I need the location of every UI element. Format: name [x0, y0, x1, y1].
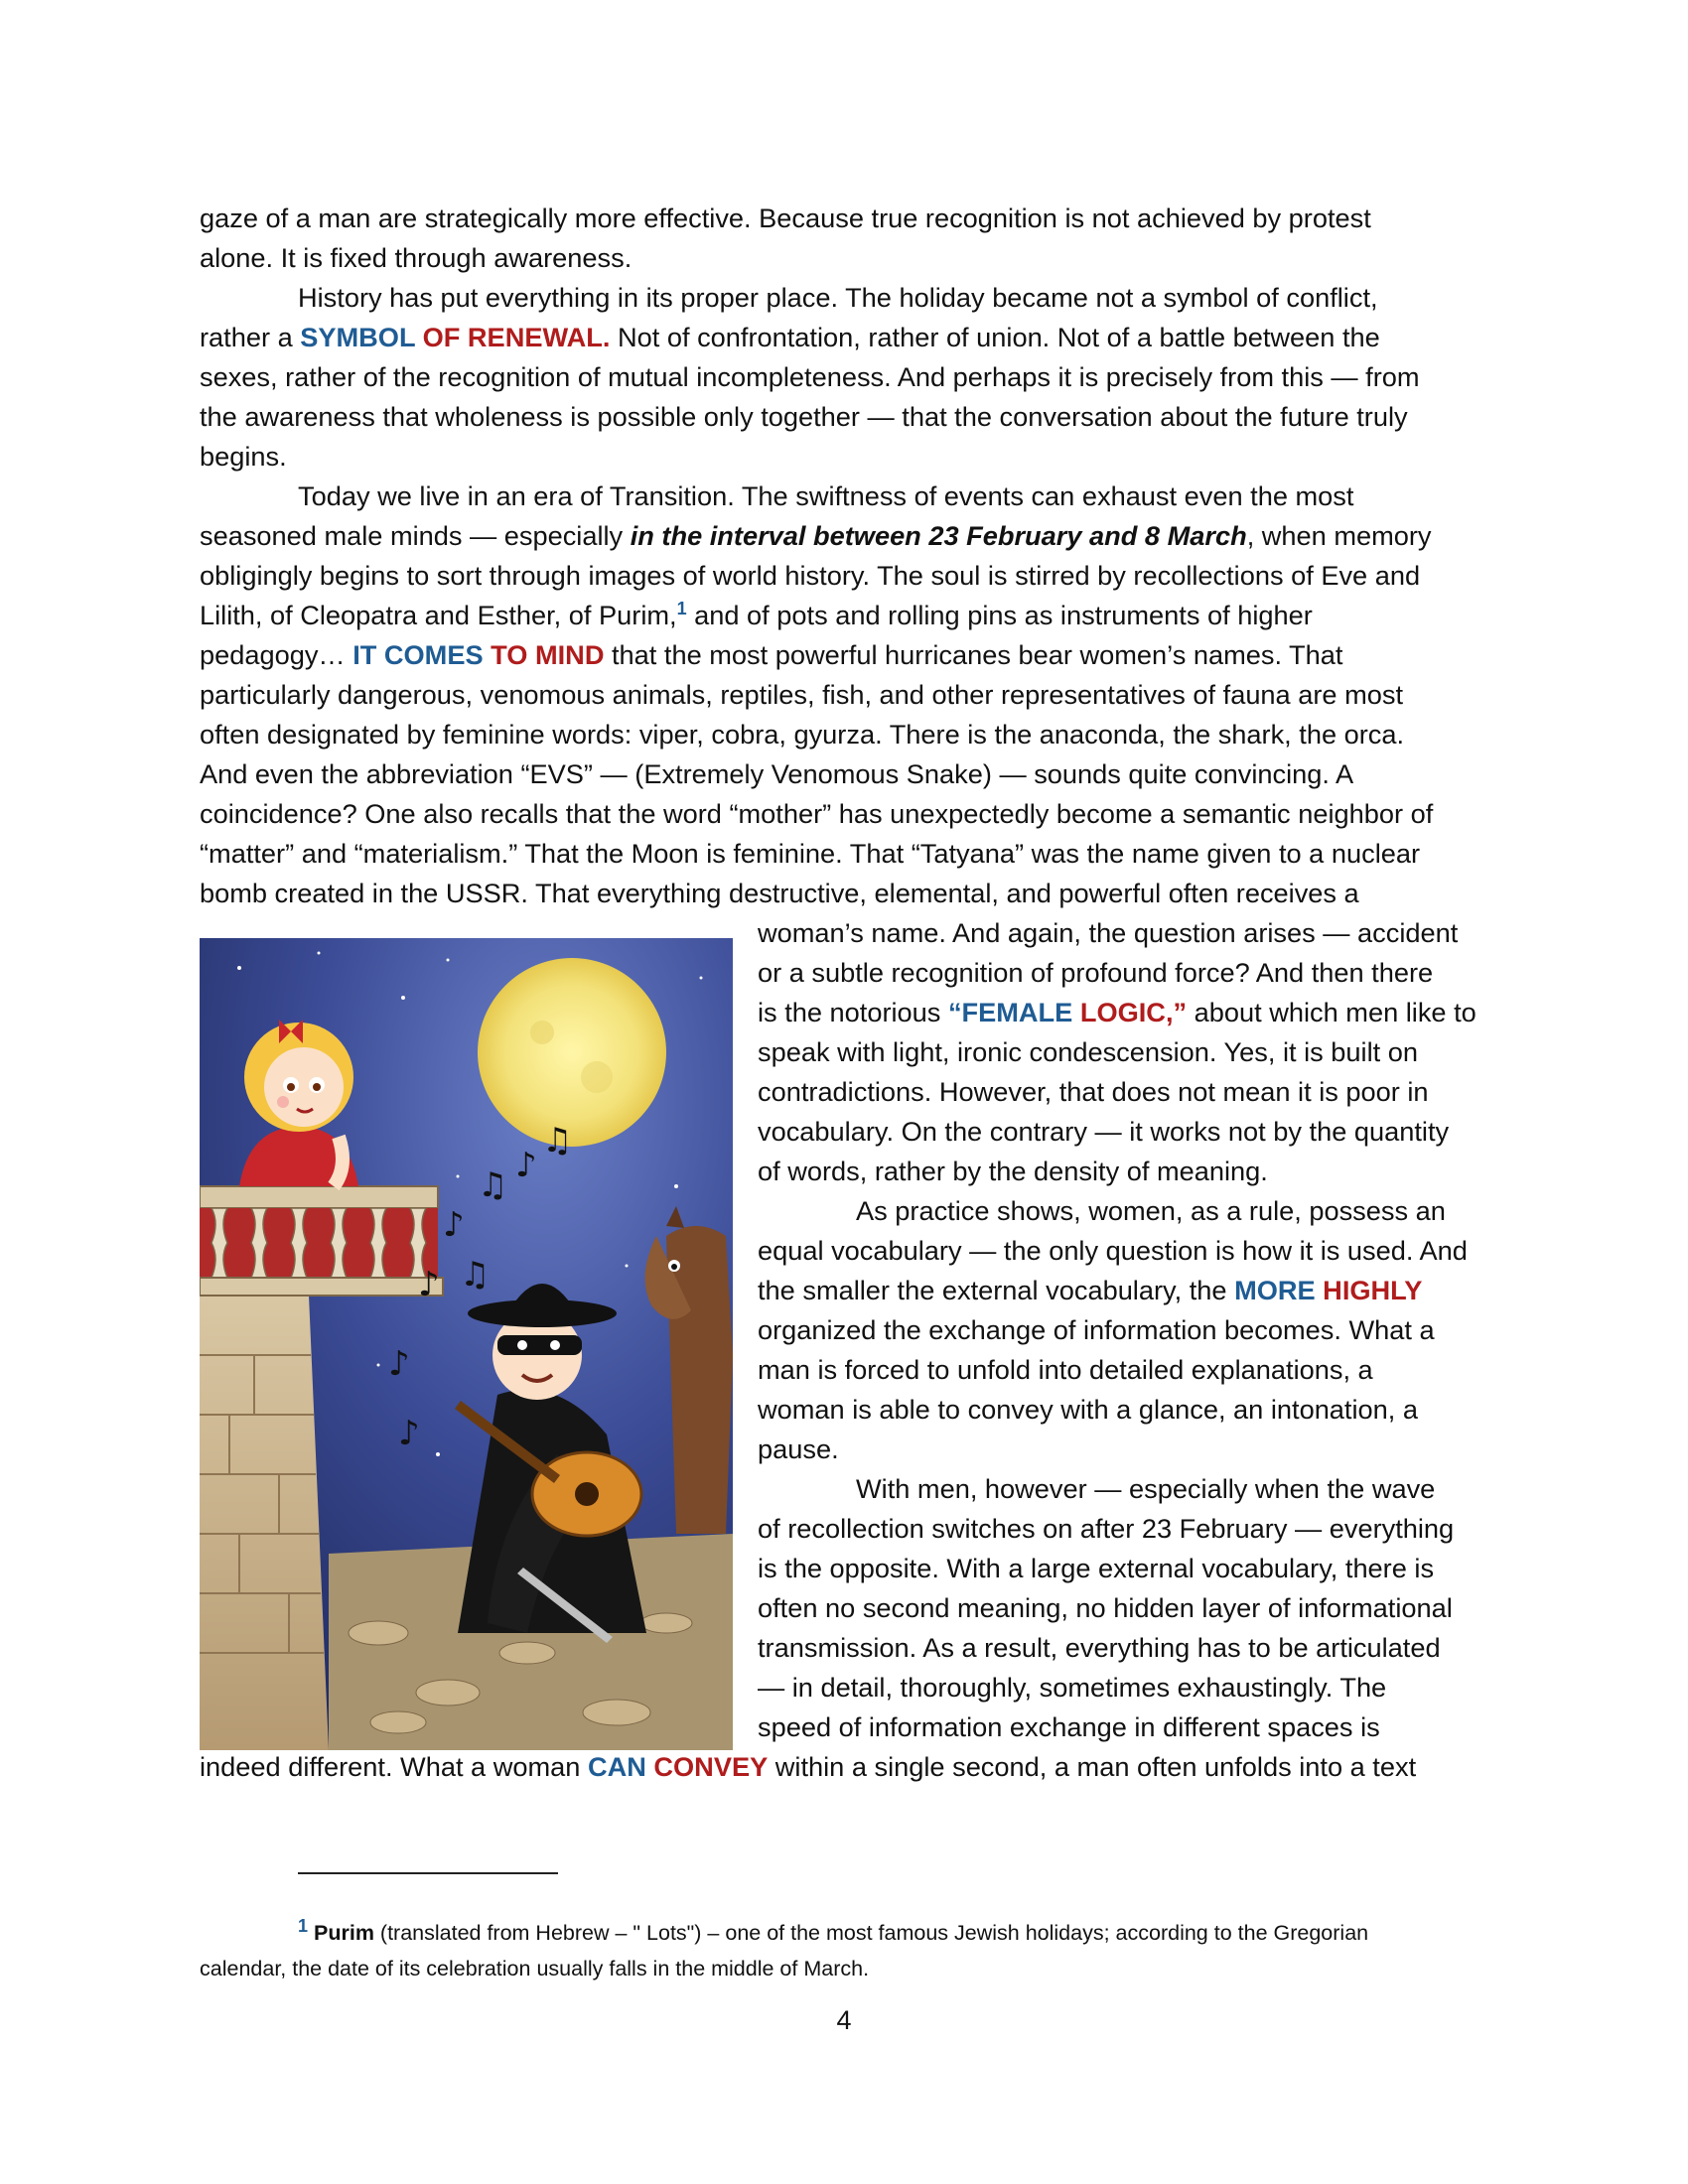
paragraph-line: indeed different. What a woman CAN CONVEY within a single second, a man often unfolds into a text [200, 1751, 1417, 1782]
footnote-text: (translated from Hebrew – " Lots") – one of the most famous Jewish holidays; according to the Gregorian [373, 1921, 1369, 1945]
paragraph-line: equal vocabulary — the only question is how it is used. And [758, 1235, 1468, 1266]
footnote-separator [298, 1872, 558, 1874]
emphasis-more: MORE [1234, 1275, 1316, 1305]
emphasis-of-renewal: OF RENEWAL. [415, 322, 611, 352]
emphasis-symbol: SYMBOL [300, 322, 416, 352]
paragraph-line: rather a SYMBOL OF RENEWAL. Not of confrontation, rather of union. Not of a battle between the [200, 322, 1380, 352]
balcony-tower [200, 1296, 329, 1750]
paragraph-line: man is forced to unfold into detailed explanations, a [758, 1354, 1373, 1385]
paragraph-line: speak with light, ironic condescension. Yes, it is built on [758, 1036, 1418, 1067]
paragraph-line: As practice shows, women, as a rule, possess an [856, 1195, 1446, 1226]
paragraph-line: contradictions. However, that does not mean it is poor in [758, 1076, 1429, 1107]
paragraph-line: the awareness that wholeness is possible only together — that the conversation about the future truly [200, 401, 1408, 432]
paragraph-line: pause. [758, 1433, 839, 1464]
paragraph-line: is the notorious “FEMALE LOGIC,” about which men like to [758, 997, 1477, 1027]
emphasis-can: CAN [587, 1751, 646, 1782]
footnote [298, 1915, 1369, 1948]
paragraph-line: Today we live in an era of Transition. The swiftness of events can exhaust even the most [298, 480, 1354, 511]
emphasis-highly: HIGHLY [1315, 1275, 1423, 1305]
svg-text:♫: ♫ [460, 1255, 491, 1295]
paragraph-line: gaze of a man are strategically more effective. Because true recognition is not achieved by protest [200, 203, 1371, 233]
paragraph-line: With men, however — especially when the wave [856, 1473, 1436, 1504]
svg-text:♪: ♪ [388, 1344, 410, 1384]
paragraph-line: transmission. As a result, everything has to be articulated [758, 1632, 1441, 1663]
paragraph-line: often no second meaning, no hidden layer of informational [758, 1592, 1453, 1623]
footnote-reference[interactable]: 1 [676, 598, 687, 618]
page-number: 4 [836, 2005, 852, 2035]
paragraph-line: is the opposite. With a large external vocabulary, there is [758, 1553, 1435, 1583]
svg-text:♪: ♪ [515, 1146, 537, 1185]
svg-text:♪: ♪ [398, 1414, 420, 1453]
emphasis-convey: CONVEY [645, 1751, 769, 1782]
paragraph-line: Lilith, of Cleopatra and Esther, of Purim,$^1$ and of pots and rolling pins as instruments of higher [200, 598, 1313, 630]
svg-text:♪: ♪ [418, 1265, 440, 1304]
illustration-svg [200, 938, 733, 1750]
svg-text:♫: ♫ [542, 1121, 573, 1160]
emphasis-it-comes: IT COMES [352, 639, 484, 670]
paragraph-line: coincidence? One also recalls that the word “mother” has unexpectedly become a semantic neighbor of [200, 798, 1434, 829]
paragraph-line: alone. It is fixed through awareness. [200, 242, 633, 273]
serenade-illustration [200, 938, 733, 1750]
emphasis-logic: LOGIC,” [1072, 997, 1188, 1027]
paragraph-line: particularly dangerous, venomous animals, reptiles, fish, and other representatives of fauna are most [200, 679, 1403, 710]
paragraph-line: speed of information exchange in different spaces is [758, 1711, 1380, 1742]
paragraph-line: “matter” and “materialism.” That the Moon is feminine. That “Tatyana” was the name given to a nuclear [200, 838, 1421, 869]
paragraph-line: of recollection switches on after 23 February — everything [758, 1513, 1455, 1544]
paragraph-line: History has put everything in its proper place. The holiday became not a symbol of conflict, [298, 282, 1378, 313]
footnote-marker: 1 [298, 1915, 309, 1936]
paragraph-line: vocabulary. On the contrary — it works not by the quantity [758, 1116, 1450, 1147]
paragraph-line: sexes, rather of the recognition of mutual incompleteness. And perhaps it is precisely from this — from [200, 361, 1420, 392]
paragraph-line: often designated by feminine words: viper, cobra, gyurza. There is the anaconda, the shark, the orca. [200, 719, 1405, 750]
svg-text:♫: ♫ [478, 1165, 508, 1205]
emphasis-interval: in the interval between 23 February and 8 March [630, 520, 1247, 551]
woman-figure [239, 1020, 358, 1186]
paragraph-line: woman’s name. And again, the question arises — accident [758, 917, 1459, 948]
footnote-continuation: calendar, the date of its celebration usually falls in the middle of March. [200, 1957, 870, 1980]
emphasis-female: “FEMALE [947, 997, 1073, 1027]
paragraph-line: pedagogy… IT COMES TO MIND that the most powerful hurricanes bear women’s names. That [200, 639, 1343, 670]
paragraph-line: the smaller the external vocabulary, the MORE HIGHLY [758, 1275, 1423, 1305]
footnote-term: Purim [314, 1921, 374, 1945]
paragraph-line: woman is able to convey with a glance, an intonation, a [758, 1394, 1418, 1425]
paragraph-line: of words, rather by the density of meaning. [758, 1156, 1268, 1186]
paragraph-line: obligingly begins to sort through images of world history. The soul is stirred by recollections of Eve and [200, 560, 1421, 591]
paragraph-line: organized the exchange of information becomes. What a [758, 1314, 1435, 1345]
emphasis-to-mind: TO MIND [483, 639, 605, 670]
paragraph-line: And even the abbreviation “EVS” — (Extremely Venomous Snake) — sounds quite convincing. A [200, 758, 1354, 789]
moon [478, 958, 666, 1147]
paragraph-line: bomb created in the USSR. That everything destructive, elemental, and powerful often receives a [200, 878, 1359, 908]
paragraph-line: begins. [200, 441, 287, 472]
balcony-rail [200, 1186, 438, 1208]
paragraph-line: — in detail, thoroughly, sometimes exhaustingly. The [758, 1672, 1387, 1703]
paragraph-line: or a subtle recognition of profound force? And then there [758, 957, 1434, 988]
svg-text:♪: ♪ [443, 1205, 465, 1245]
paragraph-line: seasoned male minds — especially in the interval between 23 February and 8 March, when memory [200, 520, 1432, 551]
